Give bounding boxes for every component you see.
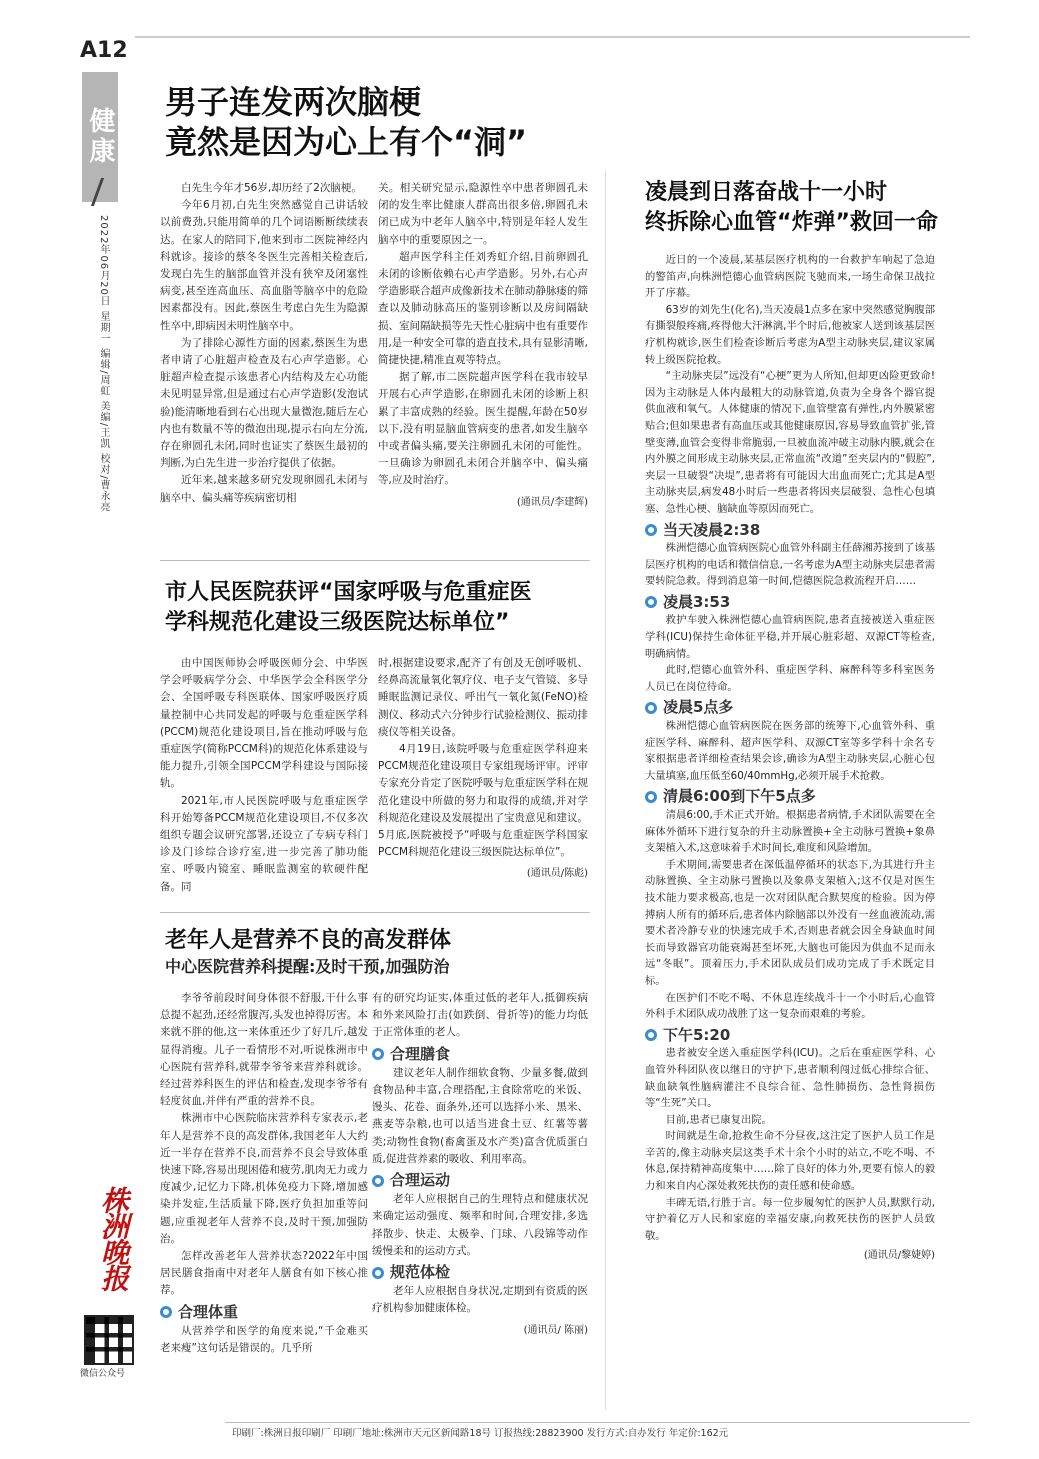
subheading-label: 规范体检 bbox=[390, 1263, 451, 1282]
article3-credit: (通讯员/ 陈丽) bbox=[523, 1324, 588, 1336]
paragraph: 丰碑无语,行胜于言。每一位步履匆忙的医护人员,默默行动,守护着亿万人民和家庭的幸福安康,向救死扶伤的医护人员致敬。 bbox=[645, 1196, 935, 1242]
timeline-label: 凌晨3:53 bbox=[663, 592, 731, 611]
qr-label: 微信公众号 bbox=[80, 1369, 126, 1379]
article4-credit: (通讯员/黎婕婷) bbox=[863, 1250, 935, 1262]
timeline-heading bbox=[645, 1027, 935, 1044]
article3-subtitle: 中心医院营养科提醒:及时干预,加强防治 bbox=[165, 957, 450, 976]
article3-col1 bbox=[160, 990, 368, 1357]
article4-title-line2: 终拆除心血管“炸弹”救回一命 bbox=[645, 210, 938, 235]
paragraph: 时间就是生命,抢救生命不分昼夜,这注定了医护人员工作是辛苦的,像主动脉夹层这类手术十余个小时的站立,不吃不喝、不休息,保持精神高度集中……除了良好的体力外,更要有惊人的毅力和来自内心深处救死扶伤的责任感和使命感。 bbox=[645, 1130, 935, 1193]
article4-body bbox=[645, 252, 935, 1265]
paragraph: 时,根据建设要求,配齐了有创及无创呼吸机、经鼻高流量氧化氧疗仪、电子支气管镜、多导睡眠监测记录仪、呼出气一氧化氮(FeNO)检测仪、移动式六分钟步行试验检测仪、振动排痰仪等相关设备。 bbox=[378, 657, 588, 738]
paragraph: 手术期间,需要患者在深低温停循环的状态下,为其进行升主动脉置换、全主动脉弓置换以及象鼻支架植入;这不仅是对医生技术能力要求极高,也是一次对团队配合默契度的检验。因为停搏病人所有的循环后,患者体内除脑部以外没有一丝血液流动,需要术者冷静专业的快速完成手术,否则患者就会因全身缺血时间长而导致器官功能衰竭甚至坏死,大脑也可能因为供血不足而永远“冬眠”。顶着压力,手术团队成员们成功完成了手术既定目标。 bbox=[645, 858, 935, 987]
article3-headline bbox=[165, 926, 595, 978]
bullet-icon bbox=[372, 1175, 384, 1187]
footer-rule bbox=[225, 1422, 970, 1423]
article2-col2 bbox=[378, 655, 588, 883]
paragraph: 老年人应根据自身状况,定期到有资质的医疗机构参加健康体检。 bbox=[372, 1285, 588, 1315]
top-rule bbox=[135, 36, 970, 38]
paragraph: 李爷爷前段时间身体很不舒服,干什么事总提不起劲,还经常腹泻,头发也掉得厉害。本来就不胖的他,这一来体重还少了好几斤,越发显得消瘦。儿子一看情形不对,听说株洲市中心医院有营养科,就带李爷爷来营养科就诊。经过营养科医生的评估和检查,发现李爷爷有轻度贫血,并伴有严重的营养不良。 bbox=[160, 992, 368, 1108]
paragraph: 患者被安全送入重症医学科(ICU)。之后在重症医学科、心血管外科团队夜以继日的守护下,患者顺利闯过低心排综合征、缺血缺氧性脑病灌注不良综合征、急性肺损伤、急性肾损伤等“生死”关口。 bbox=[645, 1047, 935, 1110]
paragraph: 63岁的刘先生(化名),当天凌晨1点多在家中突然感觉胸腹部有撕裂般疼痛,疼得他大汗淋漓,半个时后,他被家人送到该基层医疗机构就诊,医生们检查诊断后考虑为A型主动脉夹层,建议家属转上级医院抢救。 bbox=[645, 303, 935, 366]
bullet-icon bbox=[645, 596, 657, 608]
article3-title: 老年人是营养不良的高发群体 bbox=[165, 928, 452, 953]
paragraph: 株洲恺德心血管病医院在医务部的统筹下,心血管外科、重症医学科、麻醉科、超声医学科、双源CT室等多学科十余名专家根据患者详细检查结果会诊,确诊为A型主动脉夹层,心脏心包大量填塞,血压低至60/40mmHg,必须开展手术抢救。 bbox=[645, 720, 935, 782]
article1-headline bbox=[165, 82, 635, 162]
timeline-label: 当天凌晨2:38 bbox=[663, 520, 761, 539]
bullet-icon bbox=[645, 524, 657, 536]
timeline-label: 凌晨5点多 bbox=[663, 698, 734, 717]
paragraph: 4月19日,该院呼吸与危重症医学科迎来PCCM规范化建设项目专家组现场评审。评审专家充分肯定了医院呼吸与危重症医学科在规范化建设中所做的努力和取得的成绩,并对学科规范化建设及发展提出了宝贵意见和建议。5月底,医院被授予“呼吸与危重症医学科国家PCCM科规范化建设三级医院达标单位”。 bbox=[378, 743, 588, 859]
article1-title-line1: 男子连发两次脑梗 bbox=[165, 83, 422, 121]
paragraph: 救护车驶入株洲恺德心血管病医院,患者直接被送入重症医学科(ICU)保持生命体征平稳,并开展心脏彩超、双源CT等检查,明确病情。 bbox=[645, 614, 935, 660]
bullet-icon bbox=[372, 1048, 384, 1060]
paragraph: 清晨6:00,手术正式开始。根据患者病情,手术团队需要在全麻体外循环下进行复杂的升主动脉置换+全主动脉弓置换+象鼻支架植入术,这意味着手术时间长,难度和风险增加。 bbox=[645, 809, 935, 855]
bullet-icon bbox=[645, 1029, 657, 1041]
divider bbox=[160, 560, 590, 561]
article2-headline bbox=[165, 578, 595, 638]
timeline-label: 清晨6:00到下午5点多 bbox=[663, 787, 816, 806]
paragraph: 在医护们不吃不喝、不休息连续战斗十一个小时后,心血管外科手术团队成功战胜了这一复杂而艰难的考验。 bbox=[645, 991, 935, 1021]
paragraph: 株洲市中心医院临床营养科专家表示,老年人是营养不良的高发群体,我国老年人大约近一半存在营养不良,而营养不良会导致体重快速下降,容易出现困倦和疲劳,肌肉无力或力度减少,记忆力下降,机体免疫力下降,增加感染并发症,生活质量下降,医疗负担加重等问题,应重视老年人营养不良,及时干预,加强防治。 bbox=[160, 1112, 368, 1245]
subheading-label: 合理运动 bbox=[390, 1171, 451, 1190]
subheading bbox=[160, 1304, 368, 1321]
paragraph: 今年6月初,白先生突然感觉自己讲话较以前费劲,只能用简单的几个词语断断续续表达。在家人的陪同下,他来到市二医院神经内科就诊。接诊的蔡冬冬医生完善相关检查后,发现白先生的脑部血管并没有狭窄及闭塞性病变,甚至连高血压、高血脂等脑卒中的危险因素都没有。因此,蔡医生考虑白先生为隐源性卒中,即病因未明性脑卒中。 bbox=[160, 199, 368, 332]
paragraph: 据了解,市二医院超声医学科在我市较早开展右心声学造影,在卵圆孔未闭的诊断上积累了丰富成熟的经验。医生提醒,年龄在50岁以下,没有明显脑血管病变的患者,如发生脑卒中或者偏头痛,要关注卵圆孔未闭的可能性。一旦确诊为卵圆孔未闭合并脑卒中、偏头痛等,应及时治疗。 bbox=[378, 371, 588, 487]
paragraph: 2021年,市人民医院呼吸与危重症医学科开始筹备PCCM规范化建设项目,不仅多次组织专题会议研究部署,还设立了专病专科门诊及门诊综合诊疗室,进一步完善了肺功能室、呼吸内镜室、睡眠监测室的软硬件配备。同 bbox=[160, 794, 368, 893]
article1-title-line2: 竟然是因为心上有个“洞” bbox=[165, 123, 528, 161]
article2-col1 bbox=[160, 655, 368, 896]
timeline-heading bbox=[645, 788, 935, 805]
article4-headline bbox=[645, 178, 975, 238]
subheading bbox=[372, 1264, 588, 1281]
footer-info: 印刷厂:株洲日报印刷厂 印刷厂地址:株洲市天元区新闻路18号 订报热线:28823900 发行方式:自办发行 年定价:162元 bbox=[232, 1428, 729, 1439]
paragraph: 老年人应根据自己的生理特点和健康状况来确定运动强度、频率和时间,合理安排,多选择散步、快走、太极拳、门球、八段锦等动作缓慢柔和的运动方式。 bbox=[372, 1193, 588, 1257]
bullet-icon bbox=[645, 702, 657, 714]
paragraph: 白先生今年才56岁,却历经了2次脑梗。 bbox=[181, 182, 362, 194]
article4-title-line1: 凌晨到日落奋战十一小时 bbox=[645, 180, 888, 205]
paragraph: 有的研究均证实,体重过低的老年人,抵御疾病和外来风险打击(如跌倒、骨折等)的能力均低于正常体重的老人。 bbox=[372, 992, 588, 1039]
qr-code-icon[interactable] bbox=[84, 1315, 134, 1365]
timeline-heading bbox=[645, 594, 935, 611]
paragraph: 从营养学和医学的角度来说,“千金难买老来瘦”这句话是错误的。几乎所 bbox=[160, 1324, 368, 1355]
timeline-heading bbox=[645, 522, 935, 539]
subheading bbox=[372, 1046, 588, 1063]
paragraph: 怎样改善老年人营养状态?2022年中国居民膳食指南中对老年人膳食有如下核心推荐。 bbox=[160, 1250, 368, 1297]
paragraph: 近年来,越来越多研究发现卵圆孔未闭与脑卒中、偏头痛等疾病密切相 bbox=[160, 474, 368, 504]
column-rule bbox=[605, 170, 606, 1410]
article1-col2 bbox=[378, 180, 588, 511]
bullet-icon bbox=[372, 1267, 384, 1279]
paragraph: 近日的一个凌晨,某基层医疗机构的一台救护车响起了急迫的警笛声,向株洲恺德心血管病医院飞驰而来,一场生命保卫战拉开了序幕。 bbox=[645, 254, 935, 300]
page-number: A12 bbox=[80, 38, 128, 63]
article1-credit: (通讯员/李建辉) bbox=[516, 496, 588, 508]
paragraph: “主动脉夹层”远没有“心梗”更为人所知,但却更凶险更致命!因为主动脉是人体内最粗大的动脉管道,负责为全身各个器官提供血液和氧气。人体健康的情况下,血管壁富有弹性,内外膜紧密贴合;但如果患者有高血压或其他健康原因,容易导致血管扩张,管壁变薄,血管会变得非常脆弱,一旦被血流冲破主动脉内膜,就会在内外膜之间形成主动脉夹层,正常血流“改道”至夹层内的“假腔”,夹层一旦破裂“决堤”,患者将有可能因大出血而死亡;尤其是A型主动脉夹层,病发48小时后一些患者将因夹层破裂、急性心包填塞、急性心梗、脑缺血等原因而死亡。 bbox=[645, 370, 935, 515]
subheading bbox=[372, 1172, 588, 1189]
bullet-icon bbox=[645, 791, 657, 803]
article3-col2 bbox=[372, 990, 588, 1339]
article2-credit: (通讯员/陈彪) bbox=[526, 868, 588, 880]
bullet-icon bbox=[160, 1306, 172, 1318]
subheading-label: 合理膳食 bbox=[390, 1044, 451, 1063]
paragraph: 为了排除心源性方面的因素,蔡医生为患者申请了心脏超声检查及右心声学造影。心脏超声检查提示该患者心内结构及左心功能未见明显异常,但是通过右心声学造影(发泡试验)能清晰地看到右心出现大量微泡,随后左心内也有数量不等的微泡出现,提示右向左分流,存在卵圆孔未闭,同时也证实了蔡医生最初的判断,为白先生进一步治疗提供了依据。 bbox=[160, 336, 368, 470]
paragraph: 株洲恺德心血管病医院心血管外科副主任薛湘苏接到了该基层医疗机构的电话和微信信息,一名考虑为A型主动脉夹层患者需要转院急救。得到消息第一时间,恺德医院急救流程开启…… bbox=[645, 542, 935, 588]
paragraph: 建议老年人制作细软食物、少量多餐,做到食物品种丰富,合理搭配,主食除常吃的米饭、馒头、花卷、面条外,还可以选择小米、黑米、燕麦等杂粮,也可以适当进食土豆、红薯等薯类;动物性食物(畜禽蛋及水产类)富含优质蛋白质,促进营养素的吸收、利用率高。 bbox=[372, 1066, 588, 1165]
paragraph: 目前,患者已康复出院。 bbox=[665, 1113, 772, 1126]
article2-title-line1: 市人民医院获评“国家呼吸与危重症医 bbox=[165, 580, 532, 605]
article1-col1 bbox=[160, 180, 368, 507]
subheading-label: 合理体重 bbox=[178, 1302, 239, 1321]
timeline-label: 下午5:20 bbox=[663, 1025, 731, 1044]
section-label: 健康 bbox=[82, 72, 118, 202]
issue-meta: 2022年06月20日 星期一 编辑/周虹 美编/王凯 校对/曹永亮 bbox=[98, 215, 109, 513]
newspaper-logo: 株洲晚报 bbox=[97, 1186, 130, 1290]
divider bbox=[160, 912, 590, 913]
paragraph: 超声医学科主任刘秀虹介绍,目前卵圆孔未闭的诊断依赖右心声学造影。另外,右心声学造影联合超声成像新技术在肺动静脉瘘的筛查以及肺动脉高压的鉴别诊断以及房间隔缺损、室间隔缺损等先天性心脏病中也有重要作用,是一种安全可靠的造直技术,具有显影清晰,简捷快捷,精准直观等特点。 bbox=[378, 250, 588, 367]
paragraph: 此时,恺德心血管外科、重症医学科、麻醉科等多科室医务人员已在岗位待命。 bbox=[645, 664, 935, 693]
paragraph: 关。相关研究显示,隐源性卒中患者卵圆孔未闭的发生率比健康人群高出很多倍,卵圆孔未闭已成为中老年人脑卒中,特别是年轻人发生脑卒中的重要原因之一。 bbox=[378, 182, 588, 246]
article2-title-line2: 学科规范化建设三级医院达标单位” bbox=[165, 610, 510, 635]
paragraph: 由中国医师协会呼吸医师分会、中华医学会呼吸病学分会、中华医学会全科医学分会、全国呼吸专科医联体、国家呼吸医疗质量控制中心共同发起的呼吸与危重症医学科(PCCM)规范化建设项目,旨在推动呼吸与危重症医学(简称PCCM科)的规范化体系建设与能力提升,引领全国PCCM学科建设与国际接轨。 bbox=[160, 657, 368, 790]
timeline-heading bbox=[645, 699, 935, 716]
